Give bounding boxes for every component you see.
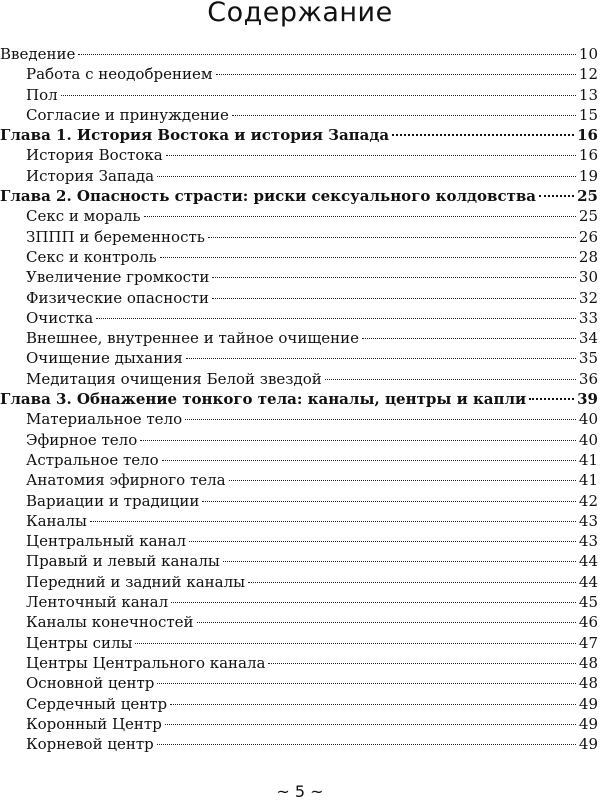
toc-entry-label: История Востока [26, 146, 163, 165]
toc-entry-label: Центральный канал [26, 532, 186, 551]
toc-entry-label: Анатомия эфирного тела [26, 471, 226, 490]
dot-leader [165, 724, 576, 725]
toc-entry-page: 36 [578, 369, 598, 388]
toc-entry[interactable] [0, 85, 600, 105]
dot-leader [166, 155, 576, 156]
toc-entry-page: 19 [578, 166, 598, 185]
toc-chapter-entry[interactable] [0, 186, 600, 206]
dot-leader [186, 358, 576, 359]
dot-leader [229, 480, 576, 481]
toc-entry-label: Глава 3. Обнажение тонкого тела: каналы, центры и капли [0, 390, 527, 409]
toc-entry-page: 25 [577, 187, 598, 206]
toc-entry[interactable] [0, 288, 600, 308]
dot-leader [223, 561, 576, 562]
dot-leader [268, 663, 575, 664]
dot-leader [61, 95, 576, 96]
toc-entry[interactable] [0, 714, 600, 734]
toc-entry[interactable] [0, 694, 600, 714]
dot-leader [185, 419, 576, 420]
toc-entry[interactable] [0, 206, 600, 226]
toc-entry-page: 49 [578, 714, 598, 733]
dot-leader [212, 298, 576, 299]
toc-entry-page: 39 [577, 390, 598, 409]
toc-entry-label: Основной центр [26, 674, 155, 693]
dot-leader [78, 54, 576, 55]
toc-entry[interactable] [0, 348, 600, 368]
toc-entry-page: 41 [578, 450, 598, 469]
toc-entry-label: Введение [0, 45, 76, 63]
dot-leader [160, 257, 576, 258]
dot-leader [197, 622, 576, 623]
toc-entry[interactable] [0, 105, 600, 125]
toc-entry-label: Материальное тело [26, 410, 183, 429]
toc-entry-label: Согласие и принуждение [26, 105, 229, 124]
toc-entry-label: Очищение дыхания [26, 349, 183, 368]
dot-leader [189, 541, 576, 542]
toc-entry-label: Работа с неодобрением [26, 65, 213, 84]
toc-entry-label: Секс и мораль [26, 207, 141, 226]
toc-entry-page: 16 [577, 126, 598, 145]
dot-leader [140, 440, 576, 441]
page-title: Содержание [207, 0, 393, 28]
toc-entry[interactable] [0, 592, 600, 612]
toc-entry-label: Ленточный канал [26, 593, 169, 612]
toc-entry-page: 16 [578, 146, 598, 165]
toc-entry[interactable] [0, 450, 600, 470]
toc-entry[interactable] [0, 511, 600, 531]
toc-entry[interactable] [0, 369, 600, 389]
toc-entry[interactable] [0, 409, 600, 429]
toc-entry-page: 25 [578, 207, 598, 226]
toc-entry-label: ЗППП и беременность [26, 227, 205, 246]
toc-entry-label: История Запада [26, 166, 155, 185]
toc-chapter-entry[interactable] [0, 389, 600, 409]
dot-leader [157, 744, 576, 745]
toc-entry[interactable] [0, 572, 600, 592]
toc-entry-page: 33 [578, 308, 598, 327]
toc-entry-label: Глава 2. Опасность страсти: риски сексуального колдовства [0, 187, 537, 206]
toc-entry-page: 26 [578, 227, 598, 246]
toc-entry-label: Секс и контроль [26, 247, 157, 266]
toc-entry[interactable] [0, 166, 600, 186]
toc-entry-label: Центры силы [26, 633, 133, 652]
toc-entry[interactable] [0, 491, 600, 511]
toc-entry-label: Передний и задний каналы [26, 572, 246, 591]
toc-entry[interactable] [0, 227, 600, 247]
toc-entry[interactable] [0, 267, 600, 287]
dot-leader [208, 237, 576, 238]
toc-entry[interactable] [0, 653, 600, 673]
dot-leader [144, 216, 576, 217]
toc-entry-label: Вариации и традиции [26, 491, 200, 510]
dot-leader [362, 338, 576, 339]
dot-leader [157, 176, 576, 177]
toc-entry-page: 30 [578, 268, 598, 287]
toc-entry-page: 28 [578, 247, 598, 266]
toc-entry-label: Каналы конечностей [26, 613, 194, 632]
toc-entry-page: 42 [578, 491, 598, 510]
toc-entry-label: Эфирное тело [26, 430, 138, 449]
toc-entry-label: Коронный Центр [26, 714, 162, 733]
page-number-footer: ~ 5 ~ [276, 782, 324, 801]
toc-entry-page: 48 [578, 653, 598, 672]
dot-leader [232, 115, 576, 116]
dot-leader [539, 195, 574, 197]
toc-entry-page: 49 [578, 694, 598, 713]
toc-chapter-entry[interactable] [0, 125, 600, 145]
dot-leader [90, 521, 576, 522]
toc-entry-label: Астральное тело [26, 450, 159, 469]
toc-entry-label: Увеличение громкости [26, 268, 210, 287]
dot-leader [216, 74, 576, 75]
toc-entry-page: 48 [578, 674, 598, 693]
toc-entry-page: 35 [578, 349, 598, 368]
toc-entry[interactable] [0, 551, 600, 571]
dot-leader [171, 602, 576, 603]
toc-entry-page: 45 [578, 593, 598, 612]
toc-entry[interactable] [0, 612, 600, 632]
toc-entry-page: 46 [578, 613, 598, 632]
toc-entry[interactable] [0, 734, 600, 754]
toc-entry-page: 49 [578, 735, 598, 754]
dot-leader [157, 683, 576, 684]
toc-entry-label: Сердечный центр [26, 694, 168, 713]
toc-entry-label: Медитация очищения Белой звездой [26, 369, 322, 388]
toc-entry-label: Корневой центр [26, 735, 154, 754]
toc-entry-page: 40 [578, 410, 598, 429]
toc-entry-page: 43 [578, 532, 598, 551]
toc-entry-page: 40 [578, 430, 598, 449]
toc-entry-page: 44 [578, 572, 598, 591]
toc-entry-page: 43 [578, 511, 598, 530]
dot-leader [162, 460, 576, 461]
toc-entry-label: Каналы [26, 511, 87, 530]
table-of-contents [0, 44, 600, 754]
dot-leader [392, 134, 574, 136]
toc-entry-page: 34 [578, 329, 598, 348]
toc-entry[interactable] [0, 430, 600, 450]
toc-entry[interactable] [0, 633, 600, 653]
toc-entry-label: Пол [26, 85, 58, 104]
toc-entry[interactable] [0, 328, 600, 348]
dot-leader [135, 643, 575, 644]
toc-entry-page: 32 [578, 288, 598, 307]
toc-entry-page: 13 [578, 85, 598, 104]
toc-entry-page: 12 [578, 65, 598, 84]
dot-leader [248, 582, 576, 583]
toc-entry[interactable] [0, 308, 600, 328]
toc-entry[interactable] [0, 470, 600, 490]
toc-entry-label: Глава 1. История Востока и история Запада [0, 126, 390, 145]
toc-entry[interactable] [0, 145, 600, 165]
toc-entry-label: Центры Центрального канала [26, 653, 266, 672]
toc-entry-page: 47 [578, 633, 598, 652]
toc-entry-page: 10 [578, 45, 598, 63]
toc-entry-page: 41 [578, 471, 598, 490]
toc-entry-label: Физические опасности [26, 288, 209, 307]
dot-leader [212, 277, 576, 278]
toc-entry-page: 15 [578, 105, 598, 124]
toc-entry[interactable] [0, 44, 600, 64]
toc-entry[interactable] [0, 531, 600, 551]
toc-entry-label: Очистка [26, 308, 94, 327]
toc-entry-page: 44 [578, 552, 598, 571]
toc-entry[interactable] [0, 673, 600, 693]
dot-leader [325, 379, 576, 380]
toc-entry-label: Внешнее, внутреннее и тайное очищение [26, 329, 360, 348]
dot-leader [96, 318, 576, 319]
dot-leader [529, 398, 574, 400]
toc-entry-label: Правый и левый каналы [26, 552, 220, 571]
toc-entry[interactable] [0, 247, 600, 267]
dot-leader [170, 704, 576, 705]
dot-leader [202, 501, 576, 502]
toc-entry[interactable] [0, 64, 600, 84]
